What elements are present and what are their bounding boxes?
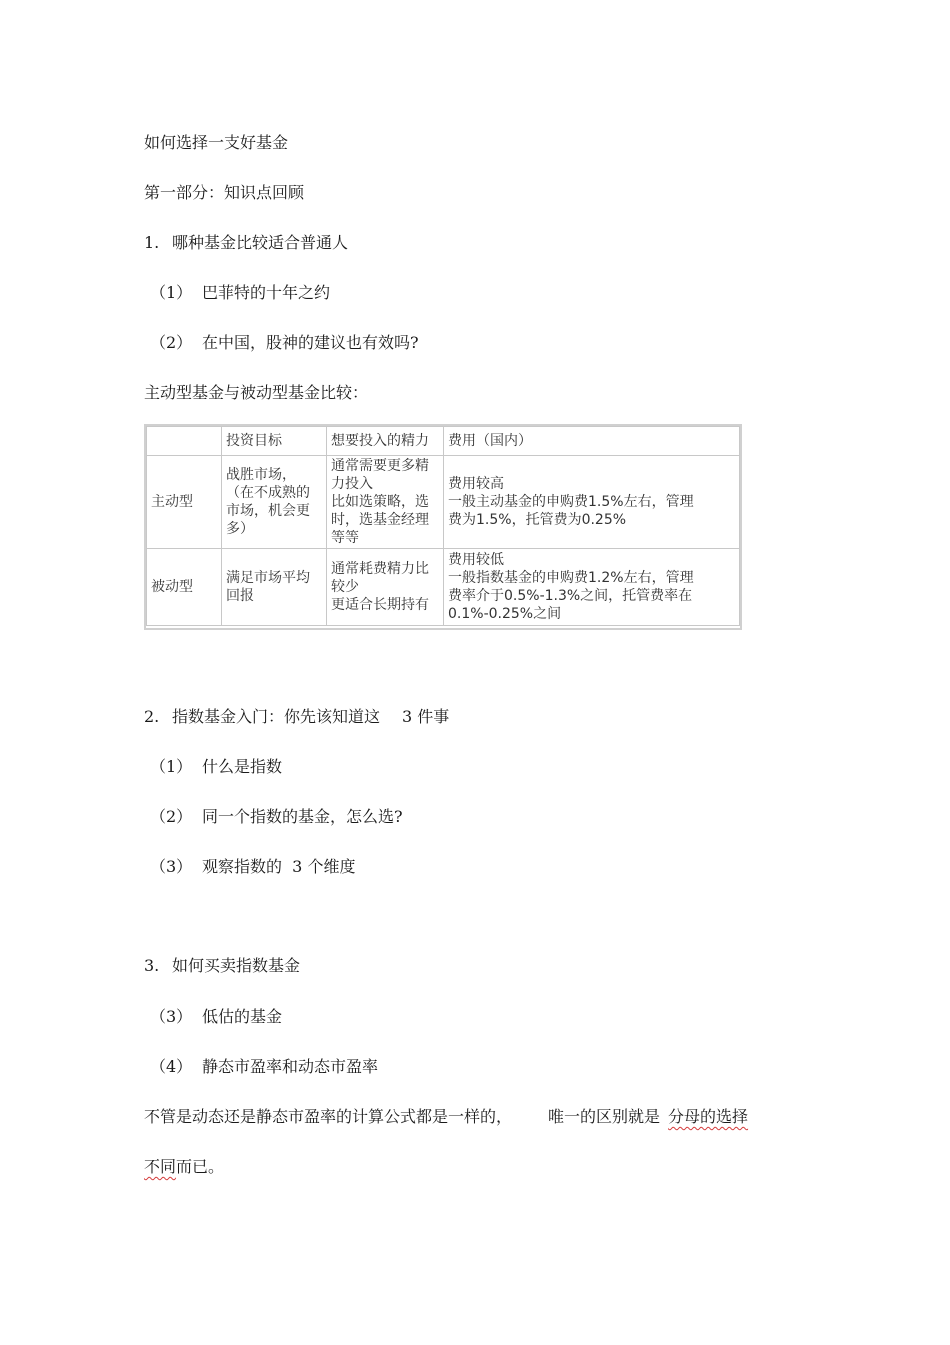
paragraph-highlight-text: 不同 — [144, 1157, 177, 1176]
item-number: （3） — [150, 857, 193, 876]
section-2-heading — [144, 706, 449, 728]
item-text: 静态市盈率和动态市盈率 — [202, 1057, 379, 1076]
item-text: 在中国，股神的建议也有效吗? — [202, 333, 419, 352]
part-heading: 第一部分：知识点回顾 — [144, 183, 305, 202]
effort-cell: 通常耗费精力比 较少 更适合长期持有 — [327, 549, 444, 626]
fee-cell: 费用较低 一般指数基金的申购费1.2%左右，管理 费率介于0.5%-1.3%之间，托管费率在 0.1%-0.25%之间 — [444, 549, 740, 626]
section-2-item-1 — [150, 756, 282, 778]
table-header-cell: 想要投入的精力 — [327, 427, 444, 456]
goal-cell: 满足市场平均 回报 — [222, 549, 327, 626]
item-number: （1） — [150, 757, 193, 776]
paragraph-line-1 — [144, 1106, 748, 1128]
item-text: 巴菲特的十年之约 — [202, 283, 331, 302]
fund-type-cell: 主动型 — [147, 456, 222, 549]
fund-type-cell: 被动型 — [147, 549, 222, 626]
comparison-table-image — [144, 424, 742, 630]
item-text: 什么是指数 — [202, 757, 283, 776]
section-1-item-2 — [150, 332, 419, 354]
item-text: 同一个指数的基金，怎么选? — [202, 807, 403, 826]
goal-cell: 战胜市场， （在不成熟的 市场，机会更 多） — [222, 456, 327, 549]
paragraph-text: 不管是动态还是静态市盈率的计算公式都是一样的， — [144, 1107, 513, 1126]
item-text: 观察指数的 3 个维度 — [202, 857, 356, 876]
table-row — [147, 549, 740, 626]
item-number: （2） — [150, 807, 193, 826]
section-2-item-2 — [150, 806, 403, 828]
section-2-number: 2. — [144, 707, 160, 726]
item-number: （1） — [150, 283, 193, 302]
item-text: 低估的基金 — [202, 1007, 283, 1026]
section-1-title: 哪种基金比较适合普通人 — [172, 233, 349, 252]
effort-cell: 通常需要更多精 力投入 比如选策略，选 时，选基金经理 等等 — [327, 456, 444, 549]
table-header-cell — [147, 427, 222, 456]
paragraph-text: 唯一的区别就是 — [548, 1107, 661, 1126]
section-1-number: 1. — [144, 233, 160, 252]
document-title: 如何选择一支好基金 — [144, 133, 289, 152]
fee-cell: 费用较高 一般主动基金的申购费1.5%左右，管理 费为1.5%，托管费为0.25% — [444, 456, 740, 549]
section-2-title: 指数基金入门：你先该知道这 — [172, 707, 381, 726]
item-number: （2） — [150, 333, 193, 352]
section-1-heading — [144, 232, 348, 254]
section-1-item-1 — [150, 282, 330, 304]
table-header-cell: 费用（国内） — [444, 427, 740, 456]
table-row — [147, 456, 740, 549]
section-2-item-3 — [150, 856, 355, 878]
compare-caption: 主动型基金与被动型基金比较： — [144, 383, 369, 402]
item-number: （3） — [150, 1007, 193, 1026]
item-number: （4） — [150, 1057, 193, 1076]
table-header-row — [147, 427, 740, 456]
section-3-item-2 — [150, 1056, 378, 1078]
table-header-cell: 投资目标 — [222, 427, 327, 456]
paragraph-text: 而已。 — [176, 1157, 225, 1176]
section-2-title-count: 3 件事 — [402, 707, 450, 726]
section-3-item-1 — [150, 1006, 282, 1028]
comparison-table — [146, 426, 740, 626]
paragraph-line-2 — [144, 1156, 224, 1178]
section-3-heading — [144, 955, 300, 977]
section-3-number: 3. — [144, 956, 160, 975]
section-3-title: 如何买卖指数基金 — [172, 956, 301, 975]
paragraph-highlight-text: 分母的选择 — [668, 1107, 749, 1126]
